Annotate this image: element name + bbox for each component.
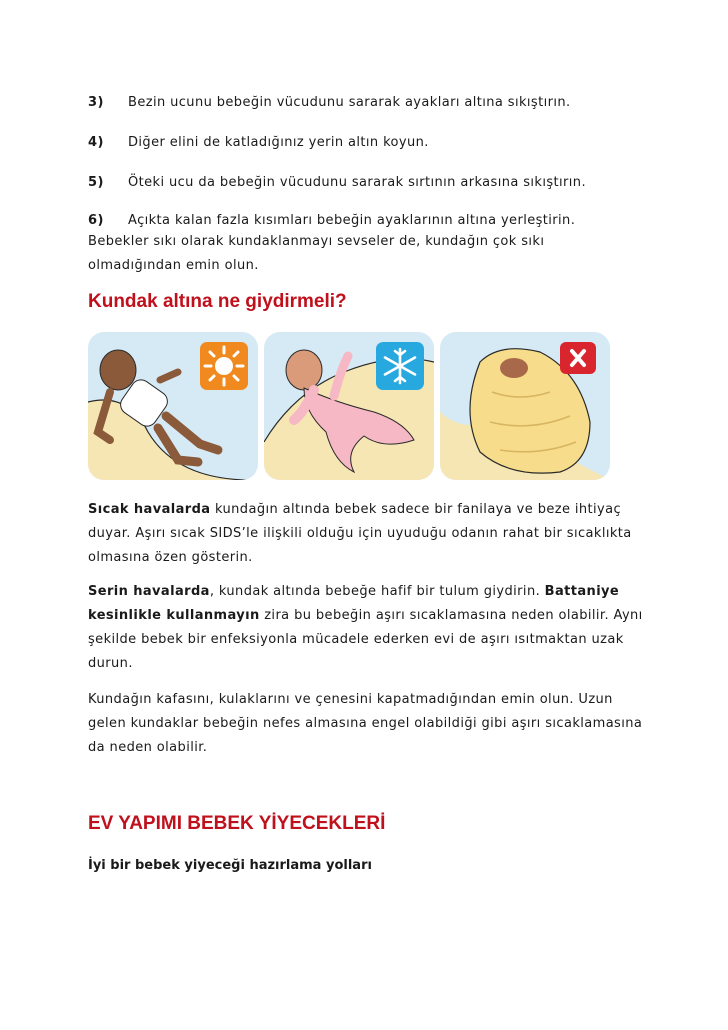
hot-weather-paragraph: Sıcak havalarda kundağın altında bebek sadece bir fanilaya ve beze ihtiyaç duyar. Aşırı sıcak SIDS’le ilişkili olduğu için uyuduğu odanın rahat bir sıcaklıkta olmasına özen gösterin. <box>88 502 632 565</box>
blanket-warning-illustration <box>440 332 610 480</box>
step-5: 5) Öteki ucu da bebeğin vücudunu sararak sırtının arkasına sıkıştırın. <box>88 175 586 190</box>
section-heading-baby-food: EV YAPIMI BEBEK YİYECEKLERİ <box>88 813 386 834</box>
blanket-warning: Battaniye kesinlikle kullanmayın <box>88 584 620 623</box>
cool-weather-paragraph: Serin havalarda, kundak altında bebeğe hafif bir tulum giydirin. Battaniye kesinlikle kullanmayın zira bu bebeğin aşırı sıcaklamasına neden olabilir. Aynı şekilde bebek bir enfeksiyonla mücadele ederken evi de aşırı ısıtmaktan uzak durun. <box>88 584 643 671</box>
step-3: 3) Bezin ucunu bebeğin vücudunu sararak ayakları altına sıkıştırın. <box>88 95 571 110</box>
clothing-illustrations <box>88 332 618 480</box>
hot-weather-illustration <box>88 332 258 480</box>
hot-weather-lead: Sıcak havalarda <box>88 502 211 517</box>
cool-weather-illustration <box>264 332 434 480</box>
step-4: 4) Diğer elini de katladığınız yerin altın koyun. <box>88 135 429 150</box>
cool-weather-lead: Serin havalarda <box>88 584 210 599</box>
head-coverage-paragraph: Kundağın kafasını, kulaklarını ve çenesini kapatmadığından emin olun. Uzun gelen kundaklar bebeğin nefes almasına engel olabildiği gibi aşırı sıcaklamasına da neden olabilir. <box>88 692 643 755</box>
cross-icon <box>560 342 596 374</box>
baby-food-subheading: İyi bir bebek yiyeceği hazırlama yolları <box>88 858 372 873</box>
step-6-continuation: Bebekler sıkı olarak kundaklanmayı sevseler de, kundağın çok sıkı olmadığından emin olun. <box>88 234 545 273</box>
step-6: 6) Açıkta kalan fazla kısımları bebeğin ayaklarının altına yerleştirin. <box>88 213 576 228</box>
section-heading-swaddle: Kundak altına ne giydirmeli? <box>88 291 347 312</box>
snowflake-icon <box>376 342 424 390</box>
sun-icon <box>200 342 248 390</box>
